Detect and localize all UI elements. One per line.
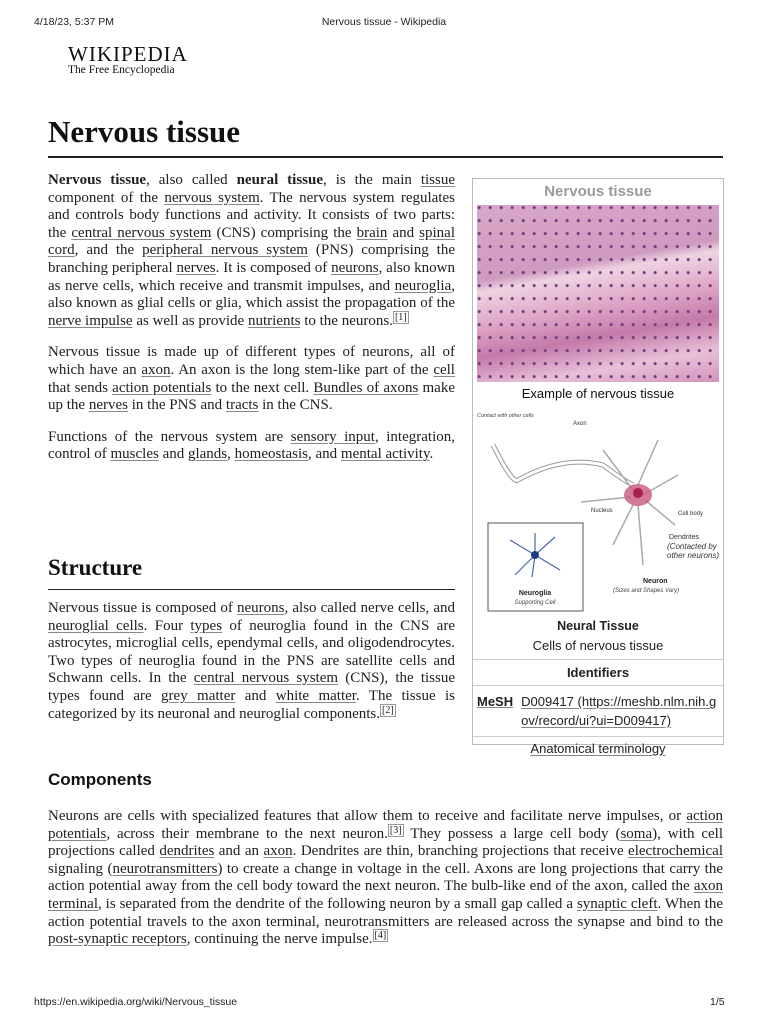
wiki-link[interactable]: muscles [110, 446, 159, 463]
text-run: , and [308, 446, 341, 463]
wiki-link[interactable]: electrochemical [628, 843, 723, 860]
citation-link[interactable]: [2] [381, 704, 394, 716]
wiki-link[interactable]: white matter [275, 687, 356, 704]
text-run: make up the [48, 379, 455, 414]
wiki-link[interactable]: soma [620, 825, 653, 842]
intro-section [48, 172, 455, 478]
intro-paragraph [48, 344, 455, 414]
print-url: https://en.wikipedia.org/wiki/Nervous_tissue [34, 996, 238, 1008]
image2-caption: Cells of nervous tissue [532, 638, 664, 653]
intro-paragraph [48, 429, 455, 464]
text-run: , integration, control of [48, 428, 455, 463]
text-run: . Four [143, 617, 191, 634]
wiki-link[interactable]: neurons [331, 259, 379, 276]
wiki-link[interactable]: central nervous system [71, 224, 212, 241]
wiki-link[interactable]: action potentials [112, 379, 212, 396]
text-run: , and the [74, 242, 143, 259]
text-run: and [158, 446, 188, 463]
text-run: as well as provide [132, 312, 248, 329]
text-run: and [235, 687, 276, 704]
wiki-link[interactable]: mental activity [340, 446, 430, 463]
text-run: Nervous tissue is composed of [48, 600, 237, 616]
label-neuron: Neuron [643, 578, 668, 585]
wiki-link[interactable]: spinal cord [48, 224, 455, 259]
infobox [472, 178, 724, 756]
text-run: component of the [48, 189, 165, 206]
text-run: of neuroglia found in the CNS are astrocytes, microglial cells, ependymal cells, and oligodendrocytes. Two types of neuroglia found in the PNS are satellite cells and Schwann cells. In the [48, 617, 455, 687]
text-run: ), with cell projections called [48, 825, 723, 860]
wiki-link[interactable]: nerves [88, 397, 128, 414]
wiki-link[interactable]: types [190, 617, 223, 634]
image2-title: Neural Tissue [557, 619, 639, 633]
text-run: Functions of the nervous system are [48, 428, 291, 445]
wiki-link[interactable]: grey matter [161, 687, 236, 704]
text-run: to the neurons. [300, 312, 393, 329]
text-run: that sends [48, 379, 113, 396]
wiki-link[interactable]: tissue [420, 172, 455, 188]
anatomical-terminology-row [473, 736, 723, 760]
label-dendrites: Dendrites [669, 534, 699, 541]
wiki-link[interactable]: sensory input [290, 428, 375, 445]
text-run: , also called [146, 172, 237, 188]
wiki-link[interactable]: neuroglia [394, 277, 452, 294]
text-run: They possess a large cell body ( [403, 825, 621, 842]
text-run: , also known as glial cells or glia, which assist the propagation of the [48, 277, 455, 312]
infobox-title: Nervous tissue [544, 183, 652, 200]
identifiers-header: Identifiers [473, 659, 723, 685]
bold-term: Nervous tissue [48, 172, 147, 188]
anatomical-terminology-link[interactable]: Anatomical terminology [530, 741, 666, 756]
mesh-row [473, 685, 723, 736]
text-run: . Dendrites are thin, branching projections that receive [292, 843, 629, 860]
text-run: Nervous tissue is made up of different types of neurons, all of which have an [48, 344, 455, 378]
wiki-link[interactable]: nerves [176, 259, 216, 276]
text-run: . The nervous system regulates and controls body functions and activity. It consists of two parts: the [48, 189, 455, 241]
structure-section [48, 600, 455, 737]
wiki-link[interactable]: synaptic cleft [576, 895, 658, 912]
structure-divider [48, 589, 455, 590]
wiki-link[interactable]: nervous system [164, 189, 260, 206]
text-run: , also known as nerve cells, which receive and transmit impulses, and [48, 259, 456, 294]
nervous-tissue-image[interactable] [477, 205, 719, 382]
wiki-link[interactable]: axon [263, 843, 293, 860]
label-nucleus: Nucleus [591, 508, 613, 514]
wiki-link[interactable]: tracts [225, 397, 259, 414]
text-run: , across their membrane to the next neuron. [106, 825, 388, 842]
label-neuroglia-note: Supporting Cell [514, 600, 556, 606]
text-run: and an [214, 843, 264, 860]
mesh-label[interactable]: MeSH [477, 694, 514, 709]
wiki-link[interactable]: post-synaptic receptors [48, 931, 187, 948]
wiki-link[interactable]: nutrients [247, 312, 301, 329]
text-run: signaling ( [48, 860, 113, 877]
label-dendrites-note: (Contacted by other neurons) [667, 542, 720, 560]
wiki-link[interactable]: neurons [236, 600, 285, 616]
text-run: in the CNS. [258, 397, 333, 414]
text-run: , is separated from the dendrite of the following neuron by a small gap called a [97, 895, 577, 912]
text-run: and [387, 224, 420, 241]
wiki-link[interactable]: axon [141, 361, 171, 378]
wiki-link[interactable]: dendrites [159, 843, 215, 860]
page-title: Nervous tissue [48, 114, 241, 149]
mesh-link[interactable]: D009417 (https://meshb.nlm.nih.gov/record/ui?ui=D009417) [521, 694, 717, 728]
text-run: . The tissue is categorized by its neuronal and neuroglial components. [48, 687, 455, 722]
components-heading: Components [48, 770, 152, 789]
label-contact: Contact with other cells [477, 413, 534, 419]
text-run: , is the main [323, 172, 421, 188]
bold-term: neural tissue [236, 172, 324, 188]
logo-wordmark: WIKIPEDIA [68, 42, 188, 66]
text-run: . It is composed of [215, 259, 332, 276]
wiki-link[interactable]: neurotransmitters [112, 860, 218, 877]
structure-heading: Structure [48, 555, 143, 580]
text-run: ) to create a change in voltage in the cell. Axons are long projections that carry the action potential away from the cell body toward the next neuron. The bulb-like end of the axon, called the [48, 860, 723, 895]
wiki-link[interactable]: cell [433, 361, 455, 378]
wiki-link[interactable]: glands [187, 446, 228, 463]
label-cell-body: Cell body [678, 511, 704, 517]
label-axon: Axon [573, 421, 587, 427]
text-run: (CNS), the tissue types found are [48, 670, 455, 704]
components-paragraph [48, 808, 723, 949]
print-title: Nervous tissue - Wikipedia [321, 16, 447, 28]
structure-paragraph [48, 600, 455, 723]
logo-tagline: The Free Encyclopedia [68, 64, 175, 76]
text-run: (CNS) comprising the [211, 224, 357, 241]
text-run: , [227, 446, 235, 463]
wiki-link[interactable]: axon terminal [48, 878, 723, 912]
wiki-link[interactable]: brain [356, 224, 388, 241]
image1-caption: Example of nervous tissue [521, 386, 675, 401]
wiki-link[interactable]: neuroglial cells [48, 617, 144, 634]
citation-link[interactable]: [3] [389, 824, 402, 836]
citation-link[interactable]: [4] [374, 930, 387, 942]
wiki-link[interactable]: Bundles of axons [313, 379, 419, 396]
text-run: . [429, 446, 434, 463]
wiki-link[interactable]: peripheral nervous system [142, 242, 308, 259]
neural-tissue-diagram[interactable] [473, 405, 723, 617]
text-run: , also called nerve cells, and [284, 600, 455, 616]
wiki-link[interactable]: action potentials [48, 808, 723, 842]
wikipedia-logo[interactable] [68, 42, 188, 76]
text-run: . When the action potential travels to the axon terminal, neurotransmitters are released across the synapse and bind to the [48, 895, 723, 930]
text-run: . An axon is the long stem-like part of the [170, 361, 434, 378]
page-number: 1/5 [710, 996, 725, 1008]
text-run: , continuing the nerve impulse. [186, 931, 373, 948]
label-neuroglia: Neuroglia [518, 590, 552, 597]
print-datetime: 4/18/23, 5:37 PM [34, 16, 114, 28]
wiki-link[interactable]: nerve impulse [48, 312, 133, 329]
text-run: in the PNS and [127, 397, 226, 414]
wiki-link[interactable]: central nervous system [193, 670, 339, 687]
citation-link[interactable]: [1] [394, 311, 407, 323]
label-neuron-note: (Sizes and Shapes Vary) [613, 588, 680, 594]
text-run: (PNS) comprising the branching peripheral [48, 242, 456, 276]
intro-paragraph [48, 172, 455, 330]
title-divider [48, 156, 723, 158]
text-run: Neurons are cells with specialized features that allow them to receive and facilitate nerve impulses, or [48, 808, 687, 824]
text-run: to the next cell. [211, 379, 314, 396]
wiki-link[interactable]: homeostasis [234, 446, 308, 463]
